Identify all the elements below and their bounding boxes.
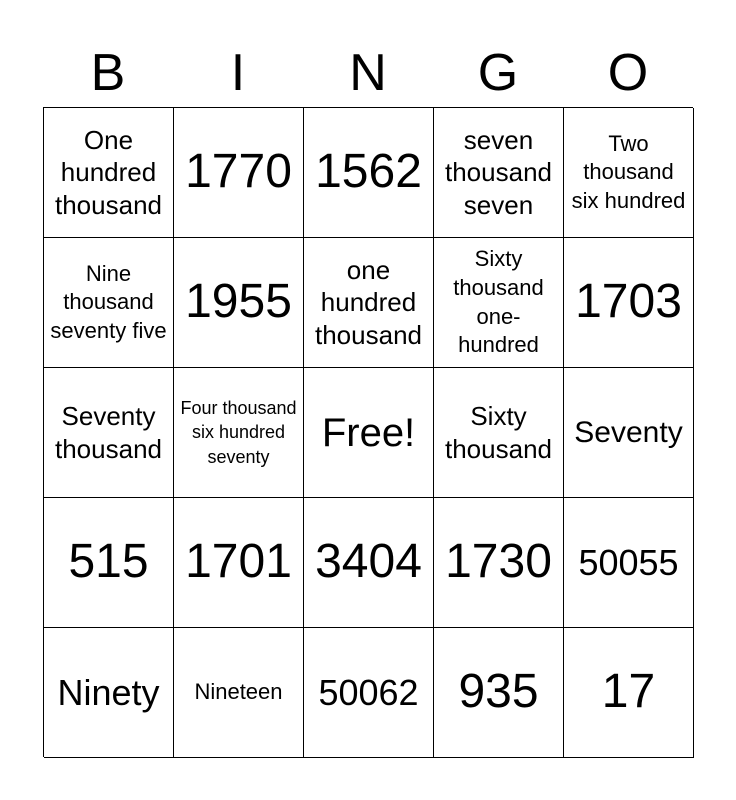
bingo-cell-r2-c2[interactable]	[174, 238, 304, 368]
cell-text: 3404	[315, 535, 422, 589]
cell-text: Seventy thousand	[55, 401, 162, 464]
header-letter-b: B	[90, 44, 126, 102]
cell-text: 50062	[318, 671, 419, 713]
bingo-cell-r4-c3[interactable]	[304, 498, 434, 628]
header-letter-i: I	[230, 44, 246, 102]
bingo-cell-r5-c5[interactable]	[564, 628, 694, 758]
bingo-cell-r4-c4[interactable]	[434, 498, 564, 628]
cell-text: 1562	[315, 145, 422, 199]
cell-text: 935	[458, 665, 539, 719]
cell-text: Nineteen	[194, 679, 283, 705]
bingo-cell-r4-c2[interactable]	[174, 498, 304, 628]
bingo-cell-r2-c4[interactable]	[434, 238, 564, 368]
header-letter-n: N	[349, 44, 387, 102]
cell-text: One hundred thousand	[55, 124, 162, 220]
cell-text: 17	[601, 665, 656, 719]
bingo-cell-r3-c4[interactable]	[434, 368, 564, 498]
cell-text: 1770	[185, 145, 292, 199]
header-letter-g: G	[477, 44, 519, 102]
cell-text: seven thousand seven	[445, 124, 552, 220]
cell-text: 515	[68, 535, 149, 589]
bingo-cell-r3-c1[interactable]	[44, 368, 174, 498]
bingo-cell-r1-c1[interactable]	[44, 108, 174, 238]
bingo-cell-r5-c3[interactable]	[304, 628, 434, 758]
cell-text: 1703	[575, 275, 682, 329]
free-space-text: Free!	[321, 410, 416, 455]
cell-text: 1701	[185, 535, 292, 589]
bingo-cell-r5-c4[interactable]	[434, 628, 564, 758]
bingo-cell-r1-c3[interactable]	[304, 108, 434, 238]
cell-text: 1730	[445, 535, 552, 589]
bingo-cell-free[interactable]	[304, 368, 434, 498]
bingo-cell-r1-c5[interactable]	[564, 108, 694, 238]
bingo-cell-r5-c1[interactable]	[44, 628, 174, 758]
cell-text: 1955	[185, 275, 292, 329]
bingo-cell-r2-c1[interactable]	[44, 238, 174, 368]
cell-text: Sixty thousand	[445, 401, 552, 464]
cell-text: one hundred thousand	[315, 254, 422, 350]
cell-text: Two thousand six hundred	[571, 130, 686, 213]
cell-text: Seventy	[574, 416, 683, 449]
header-letter-o: O	[607, 44, 649, 102]
bingo-cell-r1-c2[interactable]	[174, 108, 304, 238]
cell-text: Ninety	[57, 671, 160, 713]
bingo-cell-r4-c1[interactable]	[44, 498, 174, 628]
bingo-cell-r2-c3[interactable]	[304, 238, 434, 368]
cell-text: 50055	[578, 541, 679, 583]
bingo-cell-r3-c2[interactable]	[174, 368, 304, 498]
bingo-card-grid	[43, 107, 693, 757]
bingo-cell-r1-c4[interactable]	[434, 108, 564, 238]
bingo-cell-r3-c5[interactable]	[564, 368, 694, 498]
bingo-header	[43, 38, 693, 108]
bingo-cell-r2-c5[interactable]	[564, 238, 694, 368]
bingo-cell-r5-c2[interactable]	[174, 628, 304, 758]
cell-text: Sixty thousand one-hundred	[453, 246, 544, 358]
cell-text: Nine thousand seventy five	[50, 260, 167, 343]
cell-text: Four thousand six hundred seventy	[180, 398, 297, 467]
bingo-cell-r4-c5[interactable]	[564, 498, 694, 628]
